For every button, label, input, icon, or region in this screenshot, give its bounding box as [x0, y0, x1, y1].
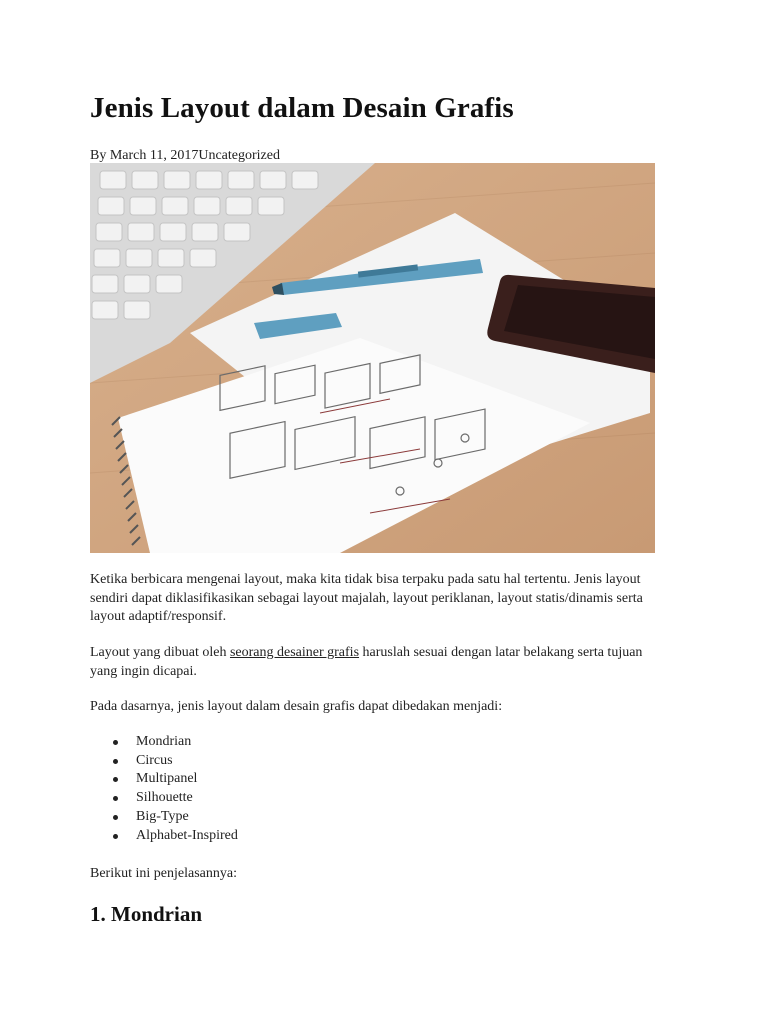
designer-link[interactable]: seorang desainer grafis — [229, 645, 360, 660]
layout-types-list — [90, 733, 238, 845]
list-item: Alphabet-Inspired — [90, 827, 238, 846]
article-title: Jenis Layout dalam Desain Grafis — [90, 92, 514, 124]
explanation-intro-text: Berikut ini penjelasannya: — [90, 866, 237, 881]
hero-image — [90, 163, 655, 553]
list-item: Silhouette — [90, 789, 238, 808]
article-meta: By March 11, 2017Uncategorized — [90, 148, 280, 163]
types-intro-paragraph — [90, 698, 660, 717]
desk-sketch-illustration — [90, 163, 655, 553]
designer-paragraph-end: haruslah sesuai dengan latar belakang serta tujuan yang ingin dicapai. — [90, 645, 643, 679]
list-item: Mondrian — [90, 733, 238, 752]
list-item: Big-Type — [90, 808, 238, 827]
intro-paragraph — [90, 571, 660, 627]
designer-paragraph-start: Layout yang dibuat oleh — [90, 645, 230, 660]
designer-paragraph-text — [90, 644, 660, 681]
section-heading-mondrian: 1. Mondrian — [90, 902, 203, 926]
designer-paragraph — [90, 644, 660, 681]
intro-paragraph-text: Ketika berbicara mengenai layout, maka kita tidak bisa terpaku pada satu hal tertentu. Jenis layout sendiri dapat diklasifikasikan sebagai layout majalah, layout periklanan, layout statis/dinamis serta layout adaptif/responsif. — [90, 572, 643, 624]
list-item: Circus — [90, 752, 238, 771]
types-intro-text: Pada dasarnya, jenis layout dalam desain grafis dapat dibedakan menjadi: — [90, 699, 503, 714]
list-item: Multipanel — [90, 770, 238, 789]
explanation-intro-paragraph — [90, 865, 660, 884]
